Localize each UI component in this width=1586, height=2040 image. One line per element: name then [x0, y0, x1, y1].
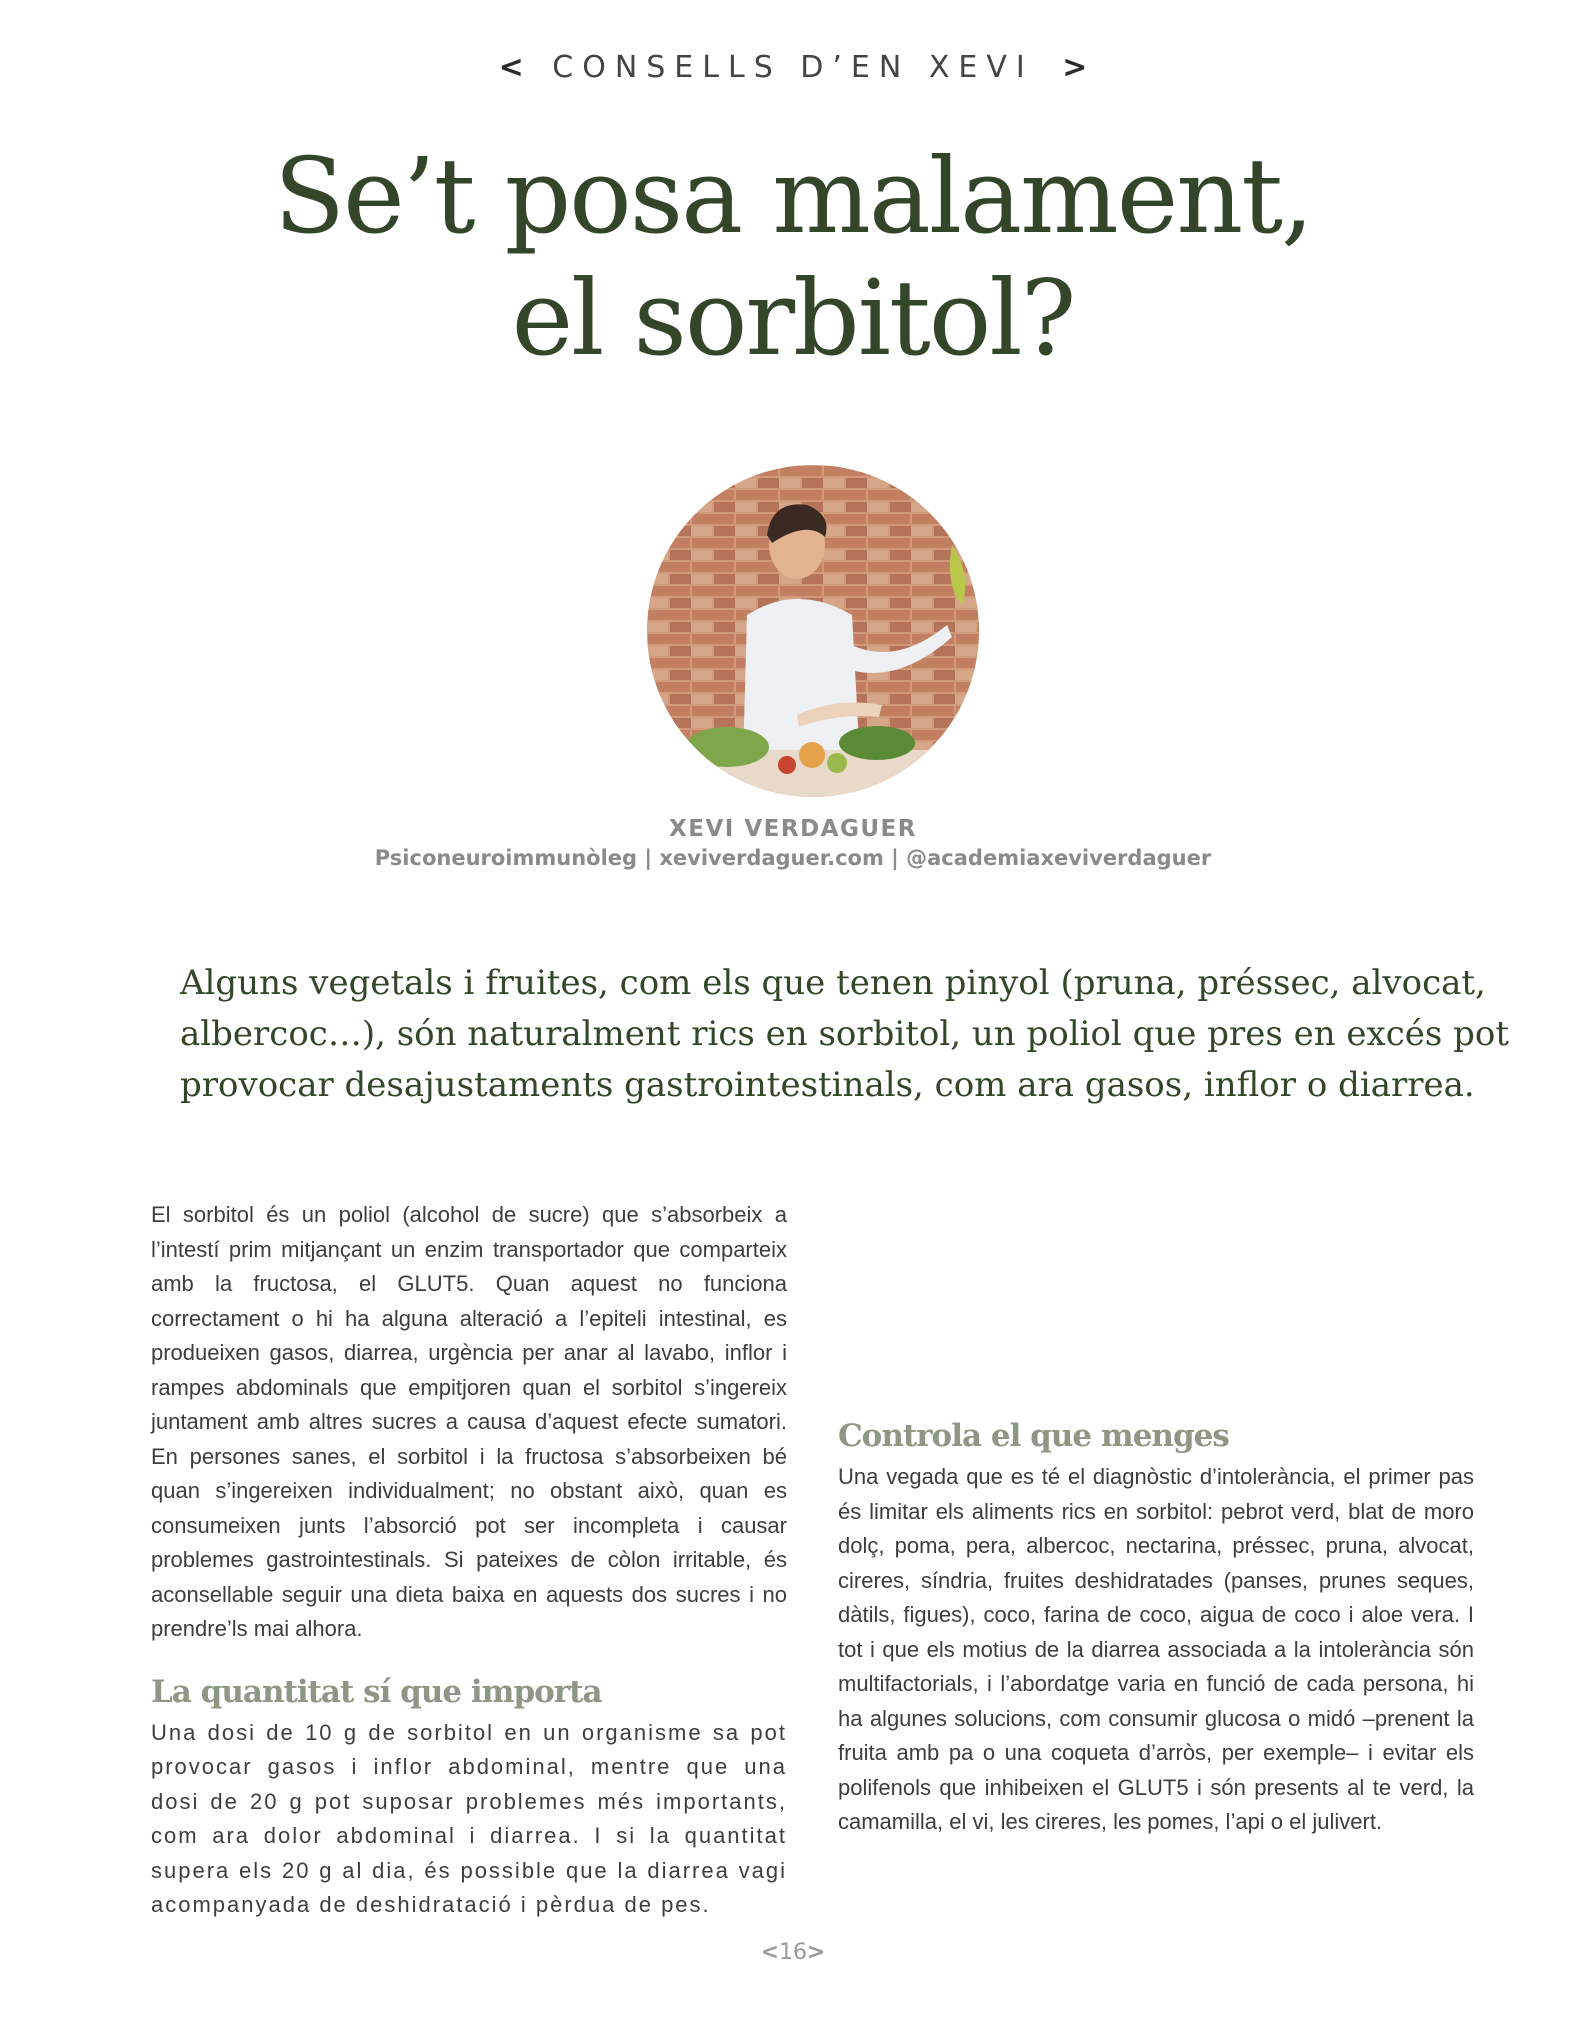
chevron-right-icon: >: [1062, 50, 1088, 85]
chevron-left-icon: <: [498, 50, 524, 85]
subheading-quantity: La quantitat sí que importa: [151, 1673, 602, 1710]
chevron-left-icon: <: [760, 1940, 779, 1965]
lede-line-2: albercoc…), són naturalment rics en sorbitol, un poliol que pres en excés pot: [180, 1014, 1510, 1054]
author-photo: [647, 465, 979, 797]
body-paragraph-3: Una vegada que es té el diagnòstic d’intolerància, el primer pas és limitar els aliments rics en sorbitol: pebrot verd, blat de moro dolç, poma, pera, albercoc, nectarina, préssec, pruna, alvocat, cireres, síndria, fruites deshidratades (panses, prunes seques, dàtils, figues), coco, farina de coco, aigua de coco i aloe vera. I tot i que els motius de la diarrea associada a la intolerància són multifactorials, i l’abordatge varia en funció de cada persona, hi ha algunes solucions, com consumir glucosa o midó –prenent la fruita amb pa o una coqueta d’arròs, per exemple– i evitar els polifenols que inhibeixen el GLUT5 i són presents al te verd, la camamilla, el vi, les cireres, les pomes, l’api o el julivert.: [838, 1464, 1474, 1834]
lede-line-3: provocar desajustaments gastrointestinals, com ara gasos, inflor o diarrea.: [180, 1065, 1475, 1105]
article-title: [0, 135, 1586, 379]
page-number: [0, 1940, 1586, 1965]
body-column-right: [838, 1198, 1474, 1840]
page-number-value: 16: [779, 1940, 807, 1965]
body-paragraph-2: Una dosi de 10 g de sorbitol en un organisme sa pot provocar gasos i inflor abdominal, mentre que una dosi de 20 g pot suposar problemes més importants, com ara dolor abdominal i diarrea. I si la quantitat supera els 20 g al dia, és possible que la diarrea vagi acompanyada de deshidratació i pèrdua de pes.: [151, 1719, 787, 1917]
section-kicker: [0, 50, 1586, 85]
author-name: XEVI VERDAGUER: [669, 816, 917, 842]
body-paragraph-1: El sorbitol és un poliol (alcohol de sucre) que s’absorbeix a l’intestí prim mitjançant un enzim transportador que comparteix amb la fructosa, el GLUT5. Quan aquest no funciona correctament o hi ha alguna alteració a l’epiteli intestinal, es produeixen gasos, diarrea, urgència per anar al lavabo, inflor i rampes abdominals que empitjoren quan el sorbitol s’ingereix juntament amb altres sucres a causa d’aquest efecte sumatori. En persones sanes, el sorbitol i la fructosa s’absorbeixen bé quan s’ingereixen individualment; no obstant això, quan es consumeixen junts l’absorció pot ser incompleta i causar problemes gastrointestinals. Si pateixes de còlon irritable, és aconsellable seguir una dieta baixa en aquests dos sucres i no prendre’ls mai alhora.: [151, 1202, 787, 1641]
title-line-1: Se’t posa malament,: [273, 135, 1313, 257]
chevron-right-icon: >: [807, 1940, 826, 1965]
lede-line-1: Alguns vegetals i fruites, com els que tenen pinyol (pruna, préssec, alvocat,: [180, 963, 1486, 1003]
article-lede: [180, 958, 1510, 1111]
title-line-2: el sorbitol?: [511, 257, 1075, 379]
section-label: CONSELLS D’EN XEVI: [552, 50, 1034, 85]
body-column-left: [151, 1198, 787, 1923]
subheading-control: Controla el que menges: [838, 1418, 1229, 1454]
author-credentials: Psiconeuroimmunòleg | xeviverdaguer.com | @academiaxeviverdaguer: [374, 846, 1212, 870]
